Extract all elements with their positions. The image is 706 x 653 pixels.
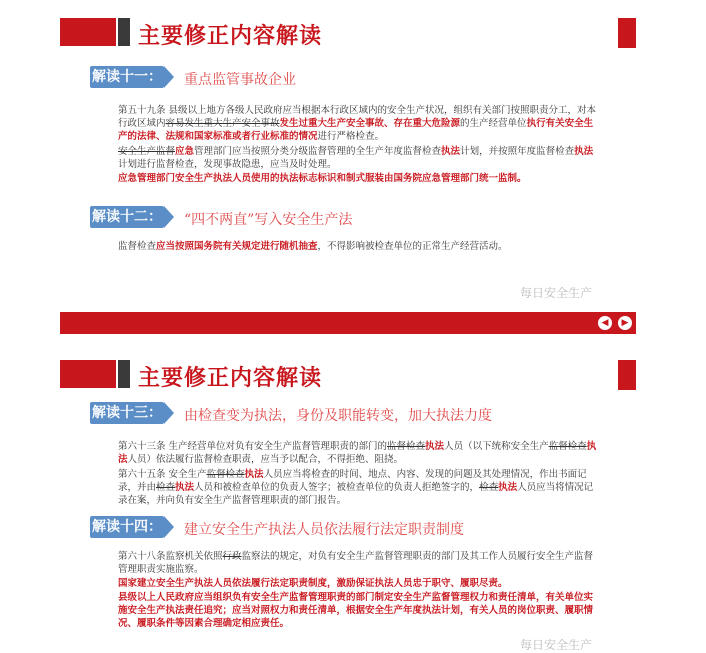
article-68-para-2: 国家建立安全生产执法人员依法履行法定职责制度，激励保证执法人员忠于职守、履职尽责。 — [118, 578, 508, 589]
watermark: 每日安全生产 — [520, 638, 593, 652]
section-heading-12: “四不两直”写入安全生产法 — [184, 212, 353, 228]
text-run: 进行严格检查。 — [317, 131, 385, 142]
section-heading-13: 由检查变为执法，身份及职能转变，加大执法力度 — [184, 408, 492, 424]
text-run: 执行有关安全生产的法律、法规和国家标准或者行业标准的情况 — [118, 118, 594, 142]
section-tag-13: 解读十三： — [90, 402, 164, 424]
section-tag-14: 解读十四： — [90, 516, 164, 538]
section-tag-11: 解读十一： — [90, 66, 164, 88]
section-tag-12: 解读十二： — [90, 206, 164, 228]
article-68-para-1 — [118, 550, 598, 576]
text-run: 执法 — [498, 482, 518, 493]
text-run: 应急 — [175, 146, 195, 157]
text-run: 执法 — [574, 146, 594, 157]
text-run: 监督检查 — [548, 441, 587, 452]
section-heading-14: 建立安全生产执法人员依法履行法定职责制度 — [184, 522, 464, 538]
text-run: 执法 — [441, 146, 461, 157]
text-run: 第六十八条监察机关依照 — [118, 551, 223, 562]
section-12-para — [118, 240, 598, 253]
text-run: 计划进行监督检查，发现事故隐患，应当及时处理。 — [118, 159, 337, 170]
text-run: 执法 — [175, 482, 195, 493]
prev-arrow-icon[interactable]: ◀ — [598, 316, 612, 330]
title-accent-red — [60, 360, 116, 388]
slide-footer-bar — [60, 312, 636, 334]
text-run: 发生过重大生产安全事故、存在重大危险源 — [279, 118, 461, 129]
title-accent-red — [60, 18, 116, 46]
text-run: 执法 — [425, 441, 445, 452]
section-heading-11: 重点监管事故企业 — [184, 72, 296, 88]
text-run: 人员应当将检查的时间、地点、内容、发现的问题及其处理情况，作出书面记录，并由 — [118, 469, 587, 493]
text-run: 应当按照国务院有关规定进行随机抽查 — [156, 241, 318, 252]
title-accent-dark — [118, 360, 130, 388]
text-run: 监察法的规定，对负有安全生产监督管理职责的部门及其工作人员履行安全生产监督管理职责实施监察。 — [118, 551, 594, 575]
text-run: 行政 — [222, 551, 242, 562]
text-run: 管理部门应当按照分类分级监督管理的全生产年度监督检查 — [194, 146, 442, 157]
title-accent-dark — [118, 18, 130, 46]
text-run: 第六十五条 安全生产 — [118, 469, 207, 480]
text-run: 监督检查 — [206, 469, 245, 480]
text-run: 监督检查 — [387, 441, 426, 452]
text-run: 检查 — [479, 482, 499, 493]
article-65-para — [118, 468, 598, 507]
text-run: 人员应当将情况记录在案，并向负有安全生产监督管理职责的部门报告。 — [118, 482, 594, 506]
text-run: 第六十三条 生产经营单位对负有安全生产监督管理职责的部门的 — [118, 441, 388, 452]
text-run: 监督检查 — [118, 241, 157, 252]
text-run: 检查 — [156, 482, 176, 493]
article-59-para-2 — [118, 145, 598, 171]
watermark: 每日安全生产 — [520, 286, 593, 300]
text-run: ，不得影响被检查单位的正常生产经营活动。 — [317, 241, 508, 252]
article-59-para-1 — [118, 104, 598, 143]
slide-title: 主要修正内容解读 — [138, 23, 323, 49]
title-accent-right — [618, 18, 636, 48]
title-accent-right — [618, 360, 636, 390]
text-run: 安全生产监督 — [118, 146, 176, 157]
text-run: 人员和被检查单位的负责人签字；被检查单位的负责人拒绝签字的， — [194, 482, 480, 493]
text-run: 容易发生重大生产安全事故 — [165, 118, 280, 129]
text-run: 的生产经营单位 — [460, 118, 527, 129]
text-run: 第五十九条 县级以上地方各级人民政府应当根据本行政区域内的安全生产状况，组织有关部门按照职责分工，对本行政区域内 — [118, 105, 597, 129]
article-59-para-3: 应急管理部门安全生产执法人员使用的执法标志标识和制式服装由国务院应急管理部门统一监制。 — [118, 173, 527, 184]
text-run: 执法 — [118, 441, 597, 465]
article-63-para — [118, 440, 598, 466]
next-arrow-icon[interactable]: ▶ — [618, 316, 632, 330]
text-run: 执法 — [244, 469, 264, 480]
slide-2 — [0, 346, 706, 652]
text-run: 人员）依法履行监督检查职责，应当予以配合，不得拒绝、阻挠。 — [127, 454, 404, 465]
slide-title: 主要修正内容解读 — [138, 365, 323, 391]
article-68-para-3: 县级以上人民政府应当组织负有安全生产监督管理职责的部门制定安全生产监督管理权力和责任清单，有关单位实施安全生产执法责任追究；应当对照权力和责任清单，根据安全生产年度执法计划，有关人员的岗位职责、履职情况、履职条件等因素合理确定相应责任。 — [118, 592, 594, 629]
text-run: 计划，并按照年度监督检查 — [460, 146, 575, 157]
text-run: 人员（以下统称安全生产 — [444, 441, 549, 452]
